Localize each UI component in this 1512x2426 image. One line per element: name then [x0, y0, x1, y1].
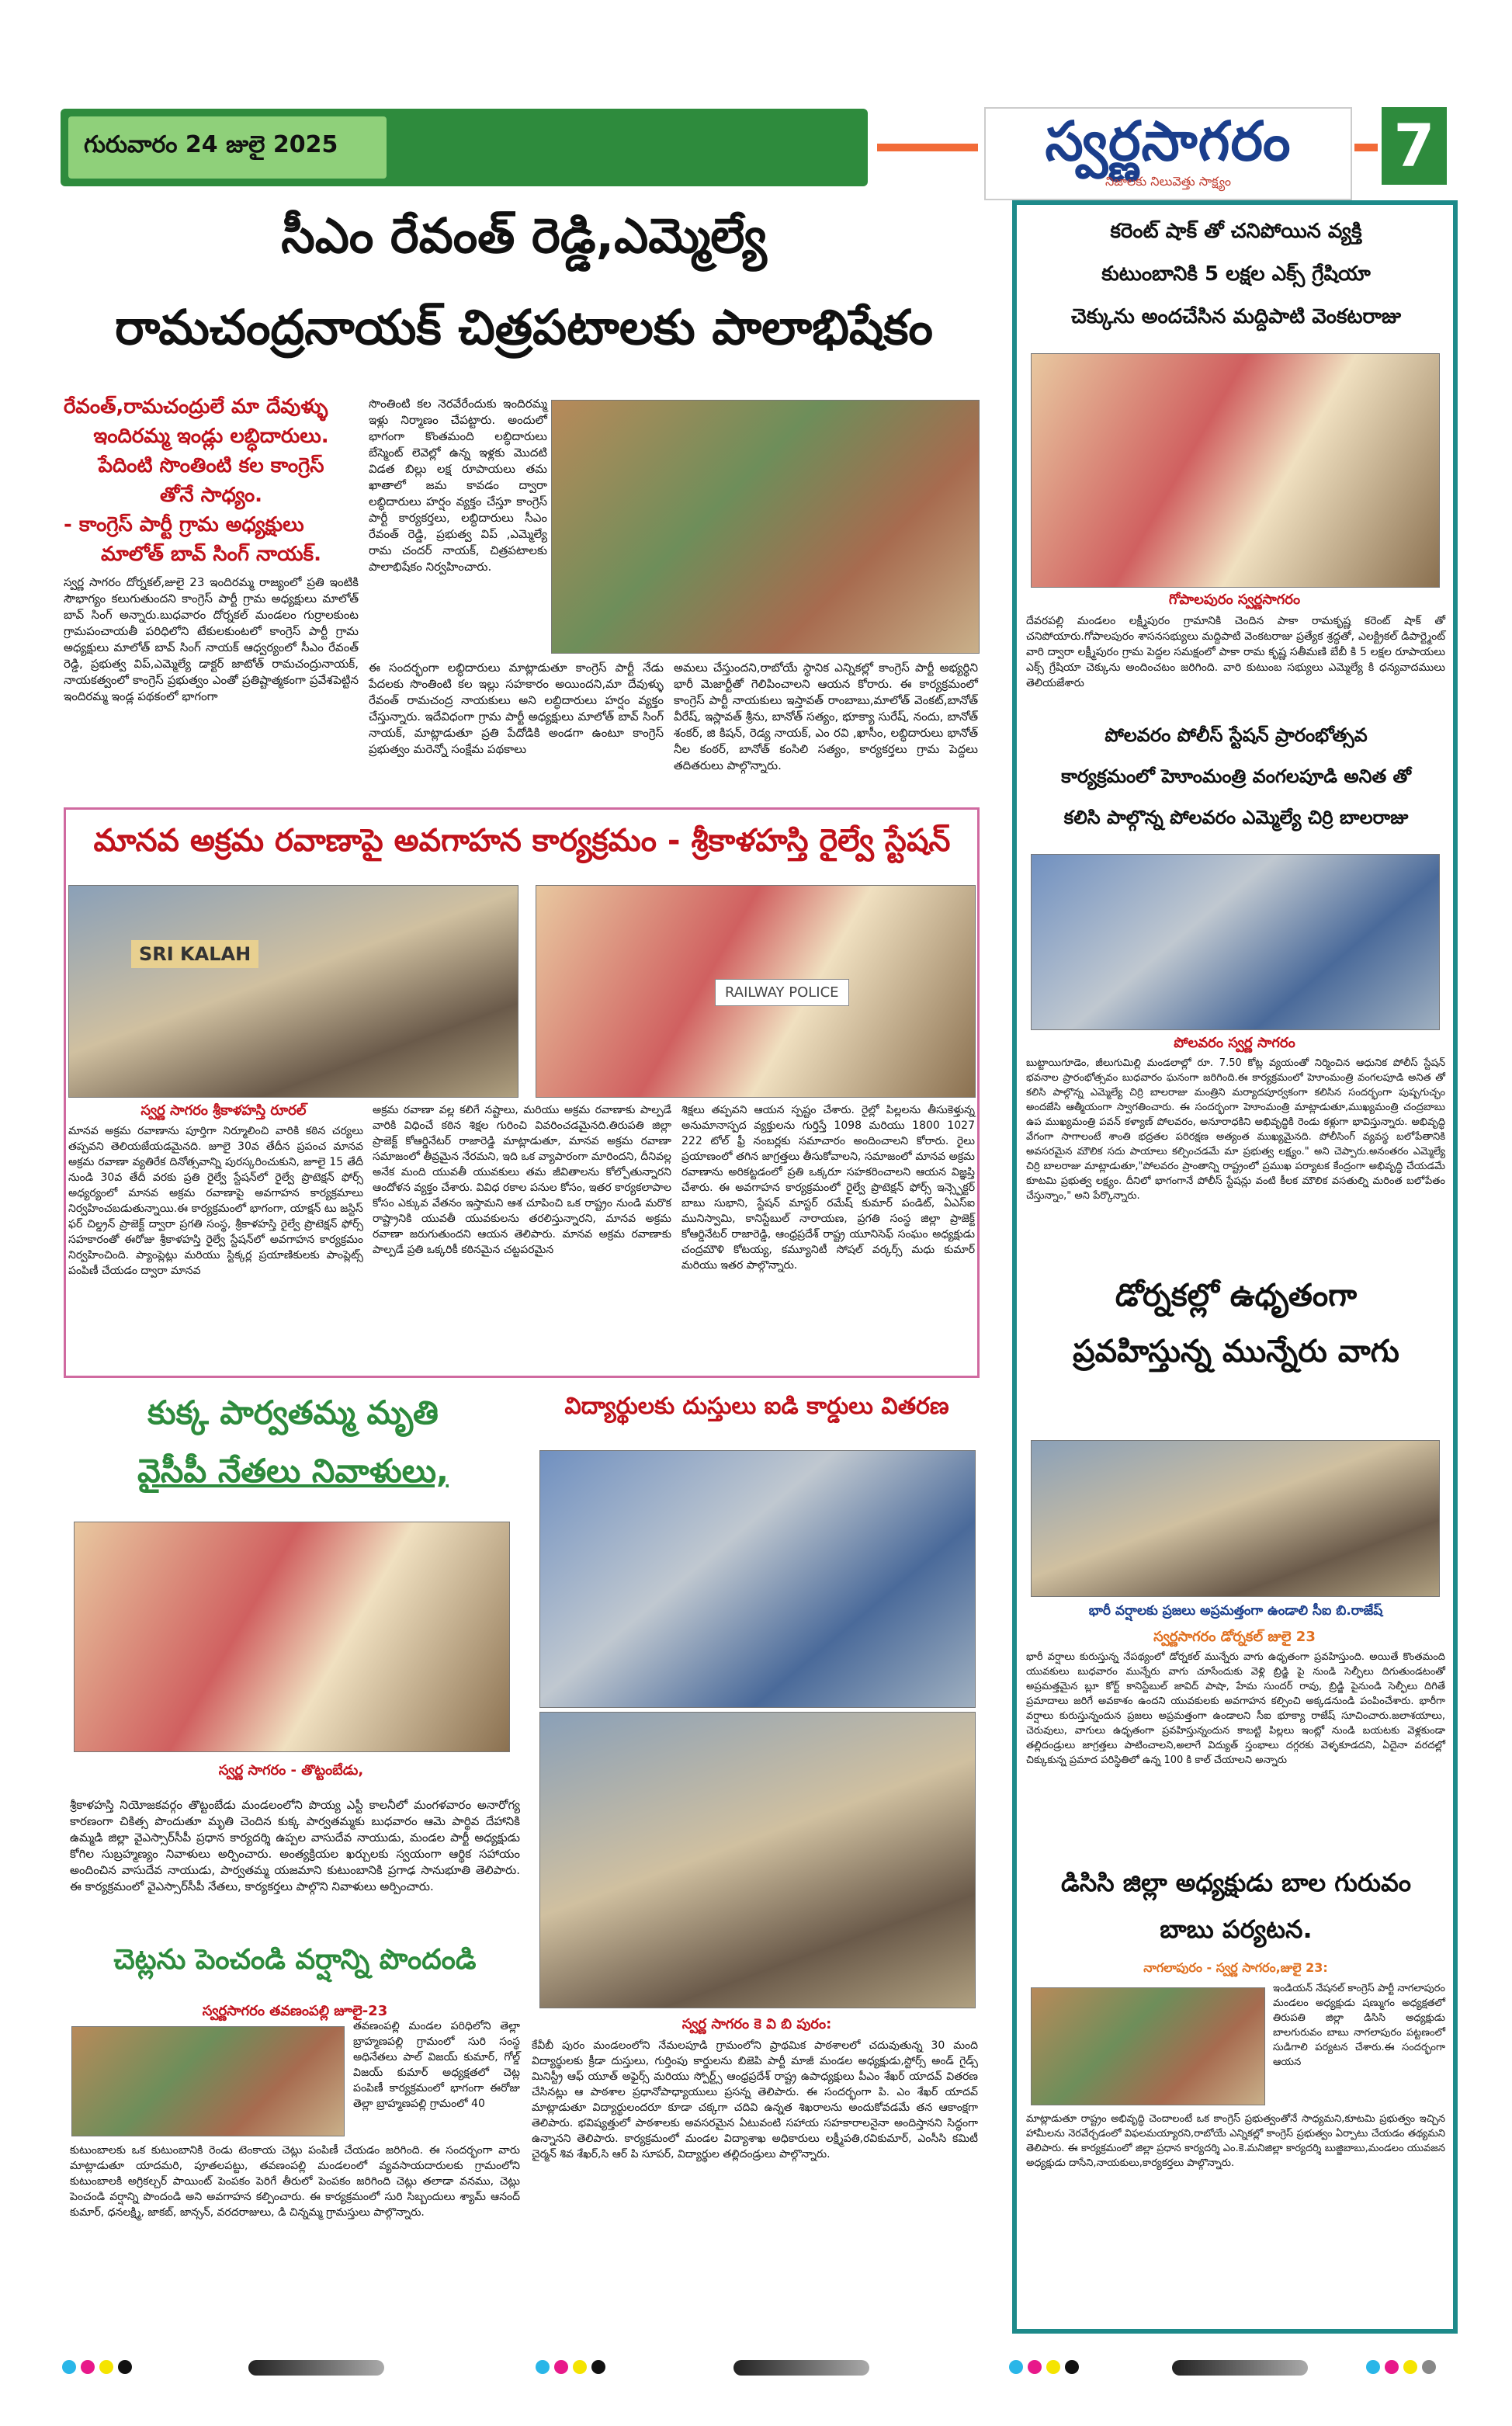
dcc-dateline: నాగలాపురం - స్వర్ణ సాగరం,జులై 23: [1143, 1960, 1328, 1975]
lead-sub-2: ఇందిరమ్మ ఇండ్లు లబ్ధిదారులు. [93, 425, 329, 448]
color-dots-4 [1366, 2360, 1441, 2377]
munneru-photo [1031, 1440, 1440, 1597]
students-title: విద్యార్థులకు దుస్తులు ఐడి కార్డులు వితరణ [564, 1393, 949, 1420]
lead-sub-5: - కాంగ్రెస్ పార్టీ గ్రామ అధ్యక్షులు [64, 513, 304, 536]
dcc-photo [1031, 1987, 1265, 2105]
page-number: 7 [1382, 107, 1447, 185]
munneru-body: భారీ వర్షాలు కురుస్తున్న నేపథ్యంలో డోర్నకల్ మున్నేరు వాగు ఉధృతంగా ప్రవహిస్తుంది. అయితే కొంతమంది యువకులు బుధవారం మున్నేరు వాగు చూసేందుకు వెళ్లి బ్రిడ్జి పై నుండి సెల్ఫీలు దిగుతుండటంతో అప్రమత్తమైన బ్లూ కోర్ట్ కానిస్టేబుల్ జావిద్ పాషా, హేమ సుందర్ రావు, బ్రిడ్జి పైనుండి సెల్ఫీలు దిగితే ప్రమాదాలు జరిగే అవకాశం ఉందని యువకులకు అవగాహన కల్పించి అక్కడనుండి పంపించేశారు. భారీగా వర్షాలు కురుస్తున్నందున ప్రజలు అప్రమత్తంగా ఉండాలని సీఐ భూక్యా రాజేష్ సూచించారు.జలాశయాలు, చెరువులు, వాగులు ఉధృతంగా ప్రవహిస్తున్నందున కాబట్టి పిల్లలు ఇంట్లో నుండి బయటకు వెళ్లకుండా తల్లిదండ్రులు జాగ్రత్తలు పాటించాలని,అలాగే విద్యుత్ స్తంభాలు దగ్గరకు వెళ్ళకూడదని, ఏదైనా వరదల్లో చిక్కుకున్న ప్రమాద పరిస్థితిలో ఉన్న 100 కి కాల్ చేయాలని అన్నారు [1026, 1651, 1445, 1766]
police-title-1: పోలవరం పోలీస్ స్టేషన్ ప్రారంభోత్సవ [1105, 724, 1368, 746]
kukka-title-2: వైసీపీ నేతలు నివాళులు, [137, 1452, 449, 1490]
chetlu-body: కుటుంబాలకు ఒక కుటుంబానికి రెండు టెంకాయ చెట్లు పంపిణీ చేయడం జరిగింది. ఈ సందర్భంగా వారు మాట్లాడుతూ యాదమరి, పూతలపట్టు, తవణంపల్లి మండలంలో వ్యవసాయదారులకు గ్రామంలోని కుటుంబాలకి అగ్రికల్చర్ పాయింట్ పెంపకం పెరిగే తీరులో పెంపకం జరిగింది చెట్లు తలాడా వనము, చెట్లు పెంచండి వర్షాన్ని పొందండి అని అవగాహన కల్పించారు. ఈ కార్యక్రమంలో సురి సిబ్బందులు శ్యామ్ ఆనంద్ కుమార్, ధనలక్ష్మి, జాకబ్, జాన్సన్, వరదరాజులు, డి చిన్నమ్మ గ్రామస్తులు పాల్గొన్నారు. [70, 2144, 520, 2219]
trafficking-title: మానవ అక్రమ రవాణాపై అవగాహన కార్యక్రమం - శ్రీకాళహస్తి రైల్వే స్టేషన్ [93, 823, 951, 859]
students-dateline: స్వర్ణ సాగరం కె వి బి పురం: [681, 2016, 832, 2032]
current-body: దేవరపల్లి మండలం లక్ష్మీపురం గ్రామానికి చెందిన పాకా రామకృష్ణ కరెంట్ షాక్ తో చనిపోయారు.గోపాలపురం శాసనసభ్యులు మద్దిపాటి వెంకటరాజు ప్రత్యేక శ్రద్ధతో, ఎలక్ట్రికల్ డిపార్ట్మెంట్ వారి ద్వారా లక్ష్మీపురం గ్రామ పెద్దల సమక్షంలో పాకా రామ కృష్ణ సతీమణి బేబీ కి 5 లక్షల రూపాయలు ఎక్స్ గ్రేషియా చెక్కును అందించటం జరిగింది. వారి కుటుంబ సభ్యులు ఎమ్మెల్యే కి ధన్యవాదములు తెలియజేశారు [1026, 615, 1445, 689]
lead-body-col4: అమలు చేస్తుందని,రాబోయే స్థానిక ఎన్నికల్లో కాంగ్రెస్ పార్టీ అభ్యర్థిని భారీ మెజార్టీతో గెలిపించాలని ఆయన కోరారు. ఈ కార్యక్రమంలో కాంగ్రెస్ పార్టీ నాయకులు ఇస్తావత్ రాంబాబు,మాలోత్ వెంకట్,బానోత్ వీరేష్, ఇస్లావత్ శ్రీను, బానోత్ సత్యం, భూక్యా సురేష్, నందు, బానోత్ శంకర్, జి కిషన్, రెడ్య నాయక్, ఎం రవి ,ఖాసీం, లబ్ధిదారులు భానోత్ నీల కంఠర్, బానోత్ కంసిలి సత్యం, కార్యకర్తలు గ్రామ పెద్దలు తదితరులు పాల్గొన్నారు. [674, 661, 978, 772]
gray-pill-2 [733, 2360, 869, 2379]
lead-sub-3: పేదింటి సొంతింటి కల కాంగ్రెస్ [98, 454, 324, 477]
dcc-body-side: ఇండియన్ నేషనల్ కాంగ్రెస్ పార్టీ నాగలాపురం మండలం అధ్యక్షుడు షణ్ముగం అధ్యక్షతలో తిరుపతి జిల్లా డిసిసి అధ్యక్షుడు బాలగురువం బాబు నాగలాపురం పట్టణంలో సుడిగాలి పర్యటన చేశారు.ఈ సందర్భంగా ఆయన [1273, 1983, 1445, 2068]
color-dots-2 [536, 2360, 610, 2377]
lead-sub-6: మాలోత్ బావ్ సింగ్ నాయక్. [101, 543, 321, 566]
gray-pill-3 [1172, 2360, 1308, 2379]
color-dots-1 [62, 2360, 137, 2377]
dcc-title-2: బాబు పర్యటన. [1160, 1914, 1313, 1944]
lead-body-col3: ఈ సందర్భంగా లబ్ధిదారులు మాట్లాడుతూ కాంగ్రెస్ పార్టీ నేడు పేదలకు సొంతింటి కల ఇల్లు సహకారం అయిందని,మా దేవుళ్ళు రేవంత్ రామచంద్ర నాయకులు అని లబ్ధిదారులు హర్షం వ్యక్తం చేస్తున్నారు. ఇదేవిధంగా గ్రామ పార్టీ అధ్యక్షులు మాలోత్ బావ్ సింగ్ నాయక్, మాట్లాడుతూ ప్రతి పేదోడికి అండగా ఉంటూ కాంగ్రెస్ ప్రభుత్వం మరెన్నో సంక్షేమ పథకాలు [369, 661, 664, 756]
students-photo-1 [539, 1450, 976, 1708]
trafficking-body-col1: మానవ అక్రమ రవాణాను పూర్తిగా నిర్మూలించి వారికి కఠిన చర్యలు తప్పవని తెలియజేయడమైనది. జూలై 30వ తేదీన ప్రపంచ మానవ అక్రమ రవాణా వ్యతిరేక దినోత్సవాన్ని పురస్కరించుకుని, జూలై 15 తేదీ నుండి 30వ తేదీ వరకు ప్రతి రైల్వే స్టేషన్‌లో రైల్వే ప్రొటెక్షన్ ఫోర్స్ అధ్యర్యంలో మానవ అక్రమ రవాణాపై అవగాహన కార్యక్రమాలు నిర్వహించబడుతున్నాయి.ఈ కార్యక్రమంలో భాగంగా, యాక్షన్ టు జస్టిస్ ఫర్ చిల్డ్రన్ ప్రాజెక్ట్ ద్వారా ప్రగతి సంస్థ, శ్రీకాళహస్తి రైల్వే ప్రొటెక్షన్ ఫోర్స్ సహకారంతో ఈరోజు శ్రీకాళహస్తి రైల్వే స్టేషన్‌లో అవగాహన కార్యక్రమం నిర్వహించింది. ప్యాంప్లెట్లు మరియు స్టిక్కర్ల ప్రయాణికులకు పాంప్లెట్స్ పంపిణీ చేయడం ద్వారా మానవ [68, 1125, 363, 1277]
munneru-title-2: ప్రవహిస్తున్న మున్నేరు వాగు [1073, 1334, 1399, 1369]
lead-photo [551, 400, 980, 654]
masthead-tagline: నిజాలకు నిలువెత్తు సాక్ష్యం [1105, 174, 1232, 189]
police-caption: పోలవరం స్వర్ణ సాగరం [1174, 1035, 1295, 1051]
chetlu-photo [71, 2026, 345, 2136]
trafficking-body-col2: అక్రమ రవాణా వల్ల కలిగే నష్టాలు, మరియు అక్రమ రవాణాకు పాల్పడే వారికి విధించే కఠిన శిక్షల గురించి వివరించడమైనది.తిరుపతి జిల్లా ప్రాజెక్ట్ కోఆర్డినేటర్ రాజారెడ్డి మాట్లాడుతూ, మానవ అక్రమ రవాణా సమాజంలో తీవ్రమైన నేరమని, ఇది ఒక వ్యాపారంగా మారిందని, దీనివల్ల అనేక మంది యువతీ యువకులు తమ జీవితాలను కోల్పోతున్నారని ఆందోళన వ్యక్తం చేశారు. వివిధ రకాల పనుల కోసం, ఇతర కార్యకలాపాల కోసం ఎక్కువ వేతనం ఇస్తామని ఆశ చూపించి ఒక రాష్ట్రం నుండి మరొక రాష్ట్రానికి యువతీ యువకులను తరలిస్తున్నారని, మానవ అక్రమ రవాణా జరుగుతుందని ఆయన తెలిపారు. మానవ అక్రమ రవాణాకు పాల్పడే ప్రతి ఒక్కరికీ కఠినమైన చట్టపరమైన [373, 1104, 671, 1256]
current-photo [1031, 353, 1440, 588]
lead-sub-1: రేవంత్,రామచంద్రులే మా దేవుళ్ళు [64, 395, 328, 418]
date-label: గురువారం 24 జులై 2025 [68, 116, 387, 179]
students-photo-2 [539, 1712, 976, 2008]
police-title-3: కలిసి పాల్గొన్న పోలవరం ఎమ్మెల్యే చిర్రి బాలరాజు [1063, 807, 1409, 828]
chetlu-title: చెట్లను పెంచండి వర్షాన్ని పొందండి [113, 1944, 477, 1976]
munneru-subcaption: భారీ వర్షాలకు ప్రజలు అప్రమత్తంగా ఉండాలి సీఐ బి.రాజేష్ [1088, 1603, 1383, 1619]
trafficking-photo-2 [536, 885, 976, 1098]
police-body: బుట్టాయిగూడెం, జీలుగుమిల్లి మండలాల్లో రూ. 7.50 కోట్ల వ్యయంతో నిర్మించిన ఆధునిక పోలీస్ స్టేషన్ భవనాల ప్రారంభోత్సవం బుధవారం ఘనంగా జరిగింది.ఈ కార్యక్రమంలో హెూంమంత్రి వంగలపూడి అనిత తో కలిసి పాల్గొన్న ఎమ్మెల్యే చిర్రి బాలరాజు మంత్రిని మర్యాదపూర్వకంగా కలిసిన సందర్భంగా పుష్పగుచ్ఛం అందజేసి ఆత్మీయంగా స్వాగతించారు. ఈ సందర్భంగా హెూంమంత్రి మాట్లాడుతూ,ముఖ్యమంత్రి చంద్రబాబు ఉప ముఖ్యమంత్రి పవన్ కళ్యాణ్ పోలవరం, అనూరాధకిని అభివృద్ధికి రెండు కళ్లుగా భావిస్తున్నారు. అభివృద్ధి వేగంగా సాగాలంటే శాంతి భద్రతల పరిరక్షణ అత్యంత ముఖ్యమైనది. పోలీసింగ్ వ్యవస్థ బలోపేతానికి అవసరమైన మౌలిక సదు పాయాలు కల్పించడమే మా ప్రభుత్వ లక్ష్యం." అని చెప్పారు.అనంతరం ఎమ్మెల్యే చిర్రి బాలరాజు మాట్లాడుతూ,"పోలవరం ప్రాంతాన్ని రాష్ట్రంలో ప్రముఖ పర్యాటక కేంద్రంగా అభివృద్ధి చేయడమే కూటమి ప్రభుత్వ లక్ష్యం. దీనిలో భాగంగానే పోలీస్ స్టేషన్లు వంటి కీలక మౌలిక వసతుల్ని మరింత బలోపేతం చేస్తున్నాం," అని పేర్కొన్నారు. [1026, 1057, 1445, 1202]
station-sign: SRI KALAH [131, 940, 258, 968]
trafficking-body-col3: శిక్షలు తప్పవని ఆయన స్పష్టం చేశారు. రైల్లో పిల్లలను తీసుకెళ్తున్న అనుమానాస్పద వ్యక్తులను గుర్తిస్తే 1098 మరియు 1800 1027 222 టోల్ ఫ్రీ నంబర్లకు సమాచారం అందించాలని కోరారు. రైలు ప్రయాణంలో తగిన జాగ్రత్తలు తీసుకోవాలని, సమాజంలో మానవ అక్రమ రవాణాను అరికట్టడంలో ప్రతి ఒక్కరూ సహకరించాలని ఆయన విజ్ఞప్తి చేశారు. ఈ అవగాహన కార్యక్రమంలో రైల్వే ప్రొటెక్షన్ ఫోర్స్ ఇన్స్పెక్టర్ బాబు సుభాని, స్టేషన్ మాస్టర్ రమేష్ కుమార్ పండిట్, ఏఎస్ఐ మునిస్వామి, కానిస్టేబుల్ నారాయణ, ప్రగతి సంస్థ జిల్లా ప్రాజెక్ట్ కోఆర్డినేటర్ రాజారెడ్డి, ఆంధ్రప్రదేశ్ రాష్ట్ర యూనిసెఫ్ సంఘం అధ్యక్షుడు చంద్రమౌళి కోటయ్య, కమ్యూనిటీ సోషల్ వర్కర్స్ మధు కుమార్ మరియు ఇతర పాల్గొన్నారు. [681, 1104, 975, 1272]
lead-sub-4: తోనే సాధ్యం. [159, 484, 263, 507]
dcc-body: మాట్లాడుతూ రాష్ట్రం అభివృద్ధి చెందాలంటే ఒక కాంగ్రెస్ ప్రభుత్వంతోనే సాధ్యమని,కూటమి ప్రభుత్వం ఇచ్చిన హామీలను నెరవేర్చడంలో విఫలమయ్యారని,రాబోయే ఎన్నికల్లో కాంగ్రెస్ ప్రభుత్వం ఏర్పాటు చేయడం తథ్యమని తెలిపారు. ఈ కార్యక్రమంలో జిల్లా ప్రధాన కార్యదర్శి ఎం.కె.మనిజిల్లా కార్యదర్శి బుజ్జిబాబు,మండలం యువజన అధ్యక్షుడు దాసేని,నాయకులు,కార్యకర్తలు పాల్గొన్నారు. [1026, 2113, 1445, 2169]
trafficking-dateline: స్వర్ణ సాగరం శ్రీకాళహస్తి రూరల్ [140, 1102, 307, 1119]
lead-body-col1: స్వర్ణ సాగరం దోర్నకల్,జులై 23 ఇందిరమ్మ రాజ్యంలో ప్రతి ఇంటికి సౌభాగ్యం కలుగుతుందని కాంగ్రెస్ పార్టీ గ్రామ అధ్యక్షులు మాలోత్ బావ్ సింగ్ అన్నారు.బుధవారం దోర్నకల్ మండలం గుర్రాలకుంట గ్రామపంచాయతీ పరిధిలోని టేకులకుంటలో కాంగ్రెస్ పార్టీ గ్రామ అధ్యక్షులు మాలోత్ బావ్ సింగ్ నాయక్ ఆధ్వర్యంలో సీఎం రేవంత్ రెడ్డి, ప్రభుత్వ విప్,ఎమ్మెల్యే డాక్టర్ జాటోత్ రామచంద్రునాయక్, నాయకత్వంలో కాంగ్రెస్ ప్రభుత్వం ఎంతో ప్రతిష్టాత్మకంగా ప్రవేశపెట్టిన ఇందిరమ్మ ఇండ్ల పథకంలో భాగంగా [64, 575, 359, 703]
current-title-1: కరెంట్ షాక్ తో చనిపోయిన వ్యక్తి [1110, 220, 1362, 243]
kukka-photo [74, 1522, 510, 1752]
police-title-2: కార్యక్రమంలో హెూంమంత్రి వంగలపూడి అనిత తో [1061, 765, 1411, 787]
chetlu-body-side: తవణంపల్లి మండల పరిధిలోని తెల్లా బ్రాహ్మణపల్లి గ్రామంలో సురి సంస్థ అధినేతలు పాల్ విజయ్ కుమార్, గోల్డ్ విజయ్ కుమార్ అధ్యక్షతలో చెట్ల పంపిణీ కార్యక్రమంలో భాగంగా ఈరోజు తెల్లా బ్రాహ్మణపల్లి గ్రామంలో 40 [353, 2020, 520, 2110]
current-title-2: కుటుంబానికి 5 లక్షల ఎక్స్ గ్రేషియా [1101, 262, 1371, 286]
kukka-title-1: కుక్క పార్వతమ్మ మృతి [147, 1393, 439, 1432]
munneru-dateline: స్వర్ణసాగరం డోర్నకల్ జులై 23 [1153, 1629, 1316, 1645]
color-dots-3 [1009, 2360, 1084, 2377]
kukka-caption: స్వర్ణ సాగరం - తొట్టంబేడు, [218, 1762, 364, 1779]
masthead [984, 107, 1352, 200]
current-title-3: చెక్కును అందచేసిన మద్దిపాటి వెంకటరాజు [1070, 305, 1402, 328]
students-body: కేవీబీ పురం మండలంలోని నేమలపూడి గ్రామంలోని ప్రాథమిక పాఠశాలలో చదువుతున్న 30 మంది విద్యార్థులకు క్రీడా దుస్తులు, గుర్తింపు కార్డులను బిజెపి పార్టీ మాజీ మండల అధ్యక్షుడు,స్టోర్స్ అండ్ గైడ్స్ మినిస్ట్రీ ఆఫ్ యూత్ అఫైర్స్ మరియు స్పోర్ట్స్ ఆంధ్రప్రదేశ్ రాష్ట్ర ఉపాధ్యక్షులు పీఎం శేఖర్ యాదవ్ వితరణ చేసినట్లు ఆ పాఠశాల ప్రధానోపాధ్యాయులు ప్రసన్న తెలిపారు. ఈ సందర్భంగా పి. ఎం శేఖర్ యాదవ్ మాట్లాడుతూ విద్యార్థులందరూ కూడా చక్కగా చదివి ఉన్నత శిఖరాలను అందుకోవడమే తన ఆకాంక్షగా తెలిపారు. భవిష్యత్తులో పాఠశాలకు అవసరమైన ఏటువంటి సహాయ సహకారాలనైనా అందిస్తానని సిద్ధంగా ఉన్నానని తెలిపారు. కార్యక్రమంలో మండల విద్యాశాఖ అధికారులు లక్ష్మీపతి,రవికుమార్, ఎంసీసి కమిటీ చైర్మన్ శివ శేఖర్,సి ఆర్ పి సూపర్, విద్యార్థుల తల్లిదండ్రులు పాల్గొన్నారు. [532, 2039, 978, 2160]
lead-body-col2: సొంతింటి కల నెరవేరేందుకు ఇందిరమ్మ ఇళ్లు నిర్మాణం చేపట్టారు. అందులో భాగంగా కొంతమంది లబ్ధిదారులు బేస్మెంట్ లెవెల్లో ఉన్న ఇళ్లకు మొదటి విడత బిల్లు లక్ష రూపాయలు తమ ఖాతాలో జమ కావడం ద్వారా లబ్ధిదారులు హర్షం వ్యక్తం చేస్తూ కాంగ్రెస్ పార్టీ కార్యకర్తలు, లబ్ధిదారులు సీఎం రేవంత్ రెడ్డి, ప్రభుత్వ విప్ ,ఎమ్మెల్యే రామ చందర్ నాయక్, చిత్రపటాలకు పాలాభిషేకం నిర్వహించారు. [369, 397, 547, 574]
header-rule-left [877, 144, 978, 151]
lead-headline-2: రామచంద్రనాయక్ చిత్రపటాలకు పాలాభిషేకం [115, 299, 933, 356]
masthead-title: స్వర్ణసాగరం [1045, 109, 1292, 173]
lead-subheads [64, 392, 359, 569]
munneru-title-1: డోర్నకల్లో ఉధృతంగా [1115, 1278, 1358, 1314]
header-rule-right [1354, 144, 1378, 151]
dcc-title-1: డిసిసి జిల్లా అధ్యక్షుడు బాల గురువం [1061, 1868, 1411, 1897]
banner-board: RAILWAY POLICE [715, 979, 849, 1006]
current-caption: గోపాలపురం స్వర్ణసాగరం [1168, 592, 1301, 608]
trafficking-photo-1 [68, 885, 518, 1098]
police-photo [1031, 854, 1440, 1030]
kukka-body: శ్రీకాళహస్తి నియోజకవర్గం తొట్టంబేడు మండలంలోని పొయ్య ఎస్టీ కాలనీలో మంగళవారం అనారోగ్య కారణంగా చికిత్స పొందుతూ మృతి చెందిన కుక్క పార్వతమ్మకు బుధవారం ఆమె పార్థివ దేహానికి ఉమ్మడి జిల్లా వైఎస్సార్‌సీపీ ప్రధాన కార్యదర్శి ఉప్పల వాసుదేవ నాయుడు, మండల పార్టీ అధ్యక్షుడు కోగిల సుబ్రహ్మణ్యం నివాళులు అర్పించారు. అంత్యక్రియల ఖర్చులకు స్వయంగా ఆర్థిక సహాయం అందించిన వాసుదేవ నాయుడు, పార్వతమ్మ యజమాని కుటుంబానికి ప్రగాఢ సానుభూతి తెలిపారు. ఈ కార్యక్రమంలో వైఎస్సార్‌సీపీ నేతలు, కార్యకర్తలు పాల్గొని నివాళులు అర్పించారు. [70, 1798, 520, 1893]
chetlu-dateline: స్వర్ణసాగరం తవణంపల్లి జూలై-23 [202, 2003, 388, 2019]
lead-headline-1: సీఎం రేవంత్ రెడ్డి,ఎమ్మెల్యే [281, 207, 767, 264]
gray-pill-1 [248, 2360, 384, 2379]
